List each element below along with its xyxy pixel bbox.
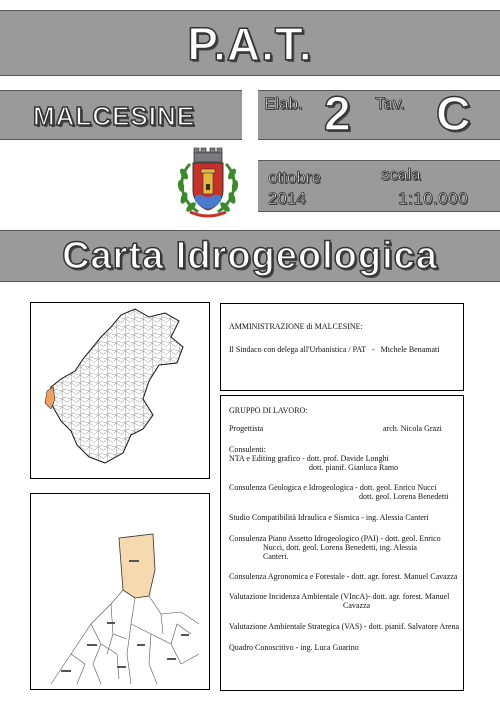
- mayor-line: Il Sindaco con delega all'Urbanistica / PAT - Michele Benamati: [229, 345, 440, 354]
- elaborate-band: [258, 90, 500, 140]
- municipality-locator-map: [30, 493, 210, 690]
- vinca-line-1: Valutazione Incidenza Ambientale (VIncA)- dott. agr. forest. Manuel: [229, 592, 450, 601]
- subject-band: [0, 230, 500, 282]
- agro-line: Consulenza Agronomica e Forestale - dott. agr. forest. Manuel Cavazza: [229, 572, 458, 581]
- designer-role: Progettista: [229, 424, 264, 433]
- team-heading: GRUPPO DI LAVORO:: [229, 406, 308, 415]
- date-month: ottobre: [268, 168, 321, 187]
- nta-line-2: dott. pianif. Gianluca Ramo: [309, 463, 399, 472]
- elab-number: 2: [324, 88, 352, 141]
- consultants-heading: Consulenti:: [229, 445, 266, 454]
- municipality-name: MALCESINE: [33, 101, 196, 131]
- nta-line-1: NTA e Editing grafico - dott. prof. Davide Longhi: [229, 454, 389, 463]
- malcesine-coat-of-arms-icon: [176, 146, 240, 222]
- administration-heading: AMMINISTRAZIONE di MALCESINE:: [229, 322, 363, 331]
- tav-letter: C: [436, 88, 472, 141]
- pai-line-2: Nucci, dott. geol. Lorena Benedetti, ing. Alessia: [263, 543, 417, 552]
- qc-line: Quadro Conoscitivo - ing. Luca Guarino: [229, 643, 359, 652]
- geo-line-1: Consulenza Geologica e Idrogeologica - dott. geol. Enrico Nucci: [229, 483, 437, 492]
- pai-line-1: Consulenza Piano Assetto Idrogeologico (PAI) - dott. geol. Enrico: [229, 534, 441, 543]
- geo-line-2: dott. geol. Lorena Benedetti: [359, 492, 449, 501]
- elab-label: Elab.: [264, 94, 303, 113]
- vinca-line-2: Cavazza: [343, 601, 371, 610]
- subject-title: Carta Idrogeologica: [62, 235, 438, 277]
- scale-value: 1:10.000: [398, 189, 469, 208]
- date-year: 2014: [268, 189, 306, 208]
- veneto-region-map: [30, 302, 210, 479]
- tav-label: Tav.: [375, 94, 405, 113]
- municipality-band: [0, 90, 242, 140]
- title-band: [0, 10, 500, 76]
- document-title: P.A.T.: [187, 18, 313, 70]
- designer-name: arch. Nicola Grazi: [383, 424, 442, 433]
- hydraulic-line: Studio Compatibilità Idraulica e Sismica - ing. Alessia Canteri: [229, 513, 429, 522]
- date-scale-band: [258, 160, 500, 212]
- pai-line-3: Canteri.: [263, 552, 289, 561]
- team-box: [220, 395, 464, 691]
- vas-line: Valutazione Ambientale Strategica (VAS) - dott. pianif. Salvatore Arena: [229, 622, 460, 631]
- administration-box: [220, 303, 464, 391]
- scale-label: scala: [381, 165, 421, 184]
